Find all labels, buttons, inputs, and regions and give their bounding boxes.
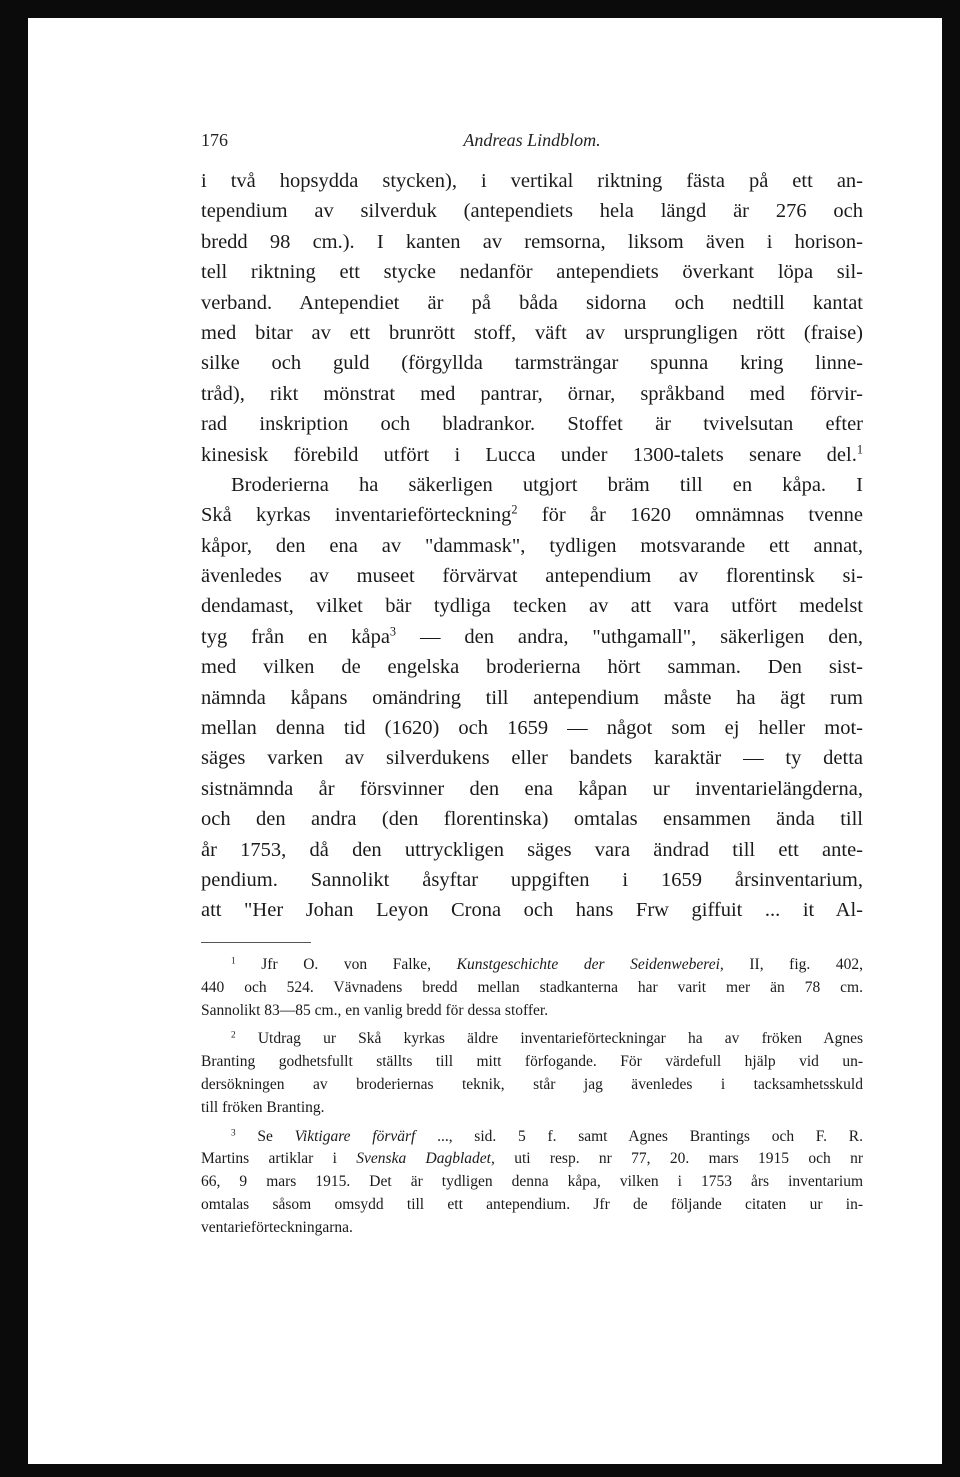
footnote-text: Utdrag ur Skå kyrkas äldre inventarieförteckningar ha av fröken Agnes (235, 1030, 863, 1048)
body-line: mellan denna tid (1620) och 1659 — något som ej heller mot- (201, 717, 863, 740)
body-line: i två hopsydda stycken), i vertikal riktning fästa på ett an- (201, 170, 863, 192)
body-line-text: tyg från en kåpa (201, 625, 390, 648)
body-line: pendium. Sannolikt åsyftar uppgiften i 1659 årsinventarium, (201, 868, 863, 891)
footnote-line: 66, 9 mars 1915. Det är tydligen denna kåpa, vilken i 1753 års inventarium (201, 1173, 863, 1191)
body-line: verband. Antependiet är på båda sidorna och nedtill kantat (201, 291, 863, 314)
footnote-line: till fröken Branting. (201, 1098, 325, 1116)
footnote-title: Svenska Dagbladet, (356, 1150, 495, 1168)
footnote-line: omtalas såsom omsydd till ett antependium. Jfr de följande citaten ur in- (201, 1195, 863, 1213)
footnote-text: II, fig. 402, (723, 956, 863, 973)
body-line: nämnda kåpans omändring till antependium måste ha ägt rum (201, 686, 863, 709)
body-line: dendamast, vilket bär tydliga tecken av att vara utfört medelst (201, 595, 863, 618)
footnote-text: ..., sid. 5 f. samt Agnes Brantings och F. R. (415, 1127, 863, 1145)
body-line: att "Her Johan Leyon Crona och hans Frw giffuit ... it Al- (201, 899, 863, 922)
footnote-line: Branting godhetsfullt ställts till mitt förfogande. För värdefull hjälp vid un- (201, 1053, 863, 1071)
page-number: 176 (201, 130, 228, 150)
body-line: med bitar av ett brunrött stoff, väft av ursprungligen rött (fraise) (201, 321, 863, 344)
footnote-2 (201, 1028, 863, 1051)
footnote-1 (201, 954, 863, 977)
body-line-text: för år 1620 omnämnas tvenne (517, 504, 863, 527)
body-line: rad inskription och bladrankor. Stoffet är tvivelsutan efter (201, 413, 863, 436)
footnote-ref-1[interactable]: 1 (856, 442, 863, 457)
body-line: sistnämnda år försvinner den ena kåpan ur inventarielängderna, (201, 777, 863, 800)
body-line: ävenledes av museet förvärvat antependium av florentinsk si- (201, 565, 863, 588)
footnote-ref-2[interactable]: 2 (511, 502, 518, 517)
body-line: tell riktning ett stycke nedanför antependiets överkant löpa sil- (201, 261, 863, 284)
footnote-text: uti resp. nr 77, 20. mars 1915 och nr (494, 1150, 863, 1168)
running-head: Andreas Lindblom. (463, 130, 601, 150)
footnote-line: Sannolikt 83—85 cm., en vanlig bredd för dessa stoffer. (201, 1001, 549, 1019)
footnote-number: 2 (231, 1030, 236, 1041)
body-line: och den andra (den florentinska) omtalas ensammen ända till (201, 808, 863, 831)
footnote-title: Viktigare förvärf (294, 1127, 416, 1145)
body-line: silke och guld (förgyllda tarmsträngar spunna kring linne- (201, 352, 863, 375)
footnote-line: 440 och 524. Vävnadens bredd mellan stadkanterna har varit mer än 78 cm. (201, 978, 863, 996)
body-line: år 1753, då den uttryckligen säges vara ändrad till ett ante- (201, 838, 863, 861)
body-line: med vilken de engelska broderierna hört samman. Den sist- (201, 656, 863, 679)
footnote-number: 3 (231, 1128, 236, 1138)
body-line-text: Skå kyrkas inventarieförteckning (201, 504, 512, 527)
body-line-text: kinesisk förebild utfört i Lucca under 1300-talets senare del. (201, 443, 857, 466)
footnote-rule (201, 942, 311, 943)
footnote-text: Martins artiklar i (201, 1150, 357, 1168)
body-text (201, 166, 863, 926)
body-line: tråd), rikt mönstrat med pantrar, örnar, språkband med förvir- (201, 382, 863, 405)
footnote-number: 1 (231, 956, 236, 967)
body-line: kåpor, den ena av "dammask", tydligen motsvarande ett annat, (201, 534, 863, 557)
body-line: tependium av silverduk (antependiets hela längd är 276 och (201, 200, 863, 223)
footnote-line: ventarieförteckningarna. (201, 1218, 353, 1236)
footnotes (201, 954, 863, 1240)
body-line: Broderierna ha säkerligen utgjort bräm till en kåpa. I (231, 473, 863, 496)
footnote-ref-3[interactable]: 3 (389, 624, 397, 639)
page-header (201, 130, 863, 156)
body-line (201, 500, 863, 530)
footnote-line (201, 1148, 863, 1171)
body-line (201, 622, 863, 652)
body-line-text: — den andra, "uthgamall", säkerligen den, (396, 625, 863, 648)
body-line: säges varken av silverdukens eller bandets karaktär — ty detta (201, 747, 863, 770)
footnote-text: Jfr O. von Falke, (235, 956, 457, 973)
footnote-text: Se (235, 1127, 295, 1145)
footnote-3 (201, 1126, 863, 1149)
body-line (201, 440, 863, 470)
footnote-title: Kunstgeschichte der Seidenweberei, (456, 956, 724, 973)
footnote-line: dersökningen av broderiernas teknik, står jag ävenledes i tacksamhetsskuld (201, 1075, 863, 1093)
body-line: bredd 98 cm.). I kanten av remsorna, liksom även i horison- (201, 230, 863, 253)
